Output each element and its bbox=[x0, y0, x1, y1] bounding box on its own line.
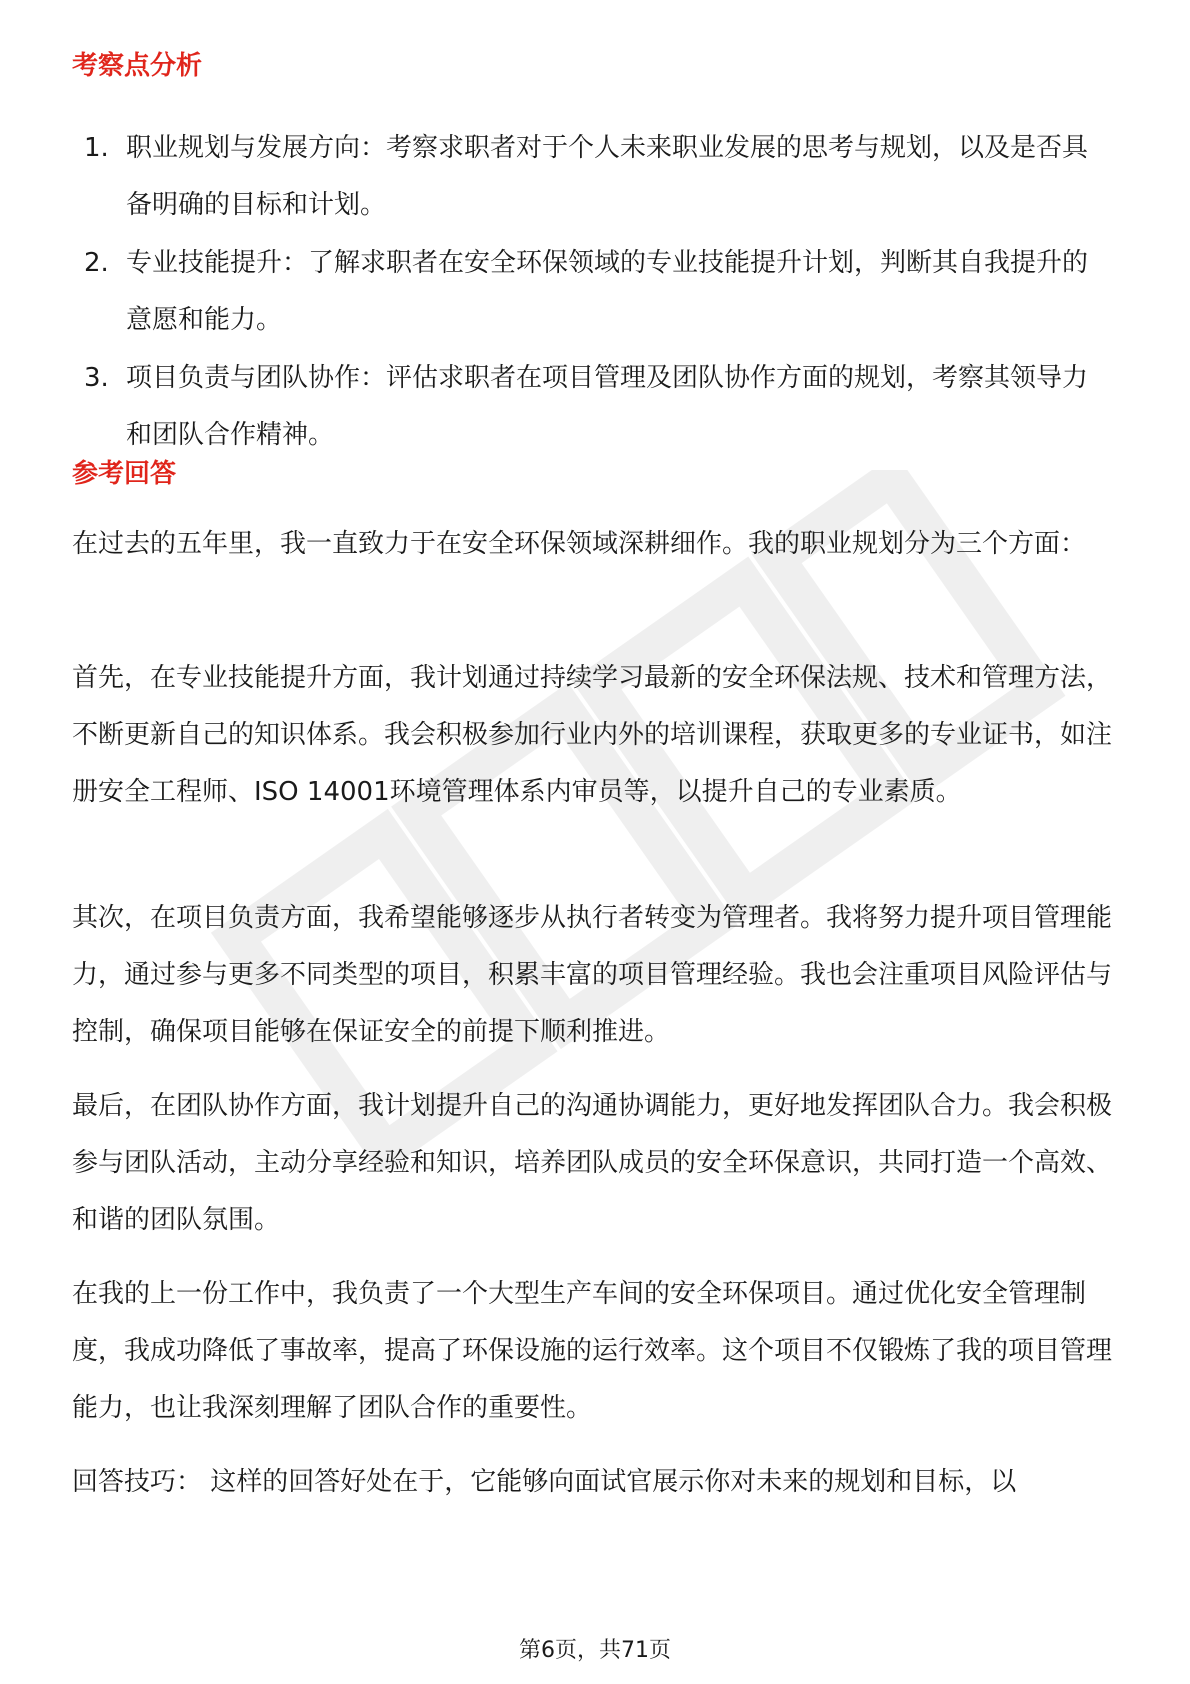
list-number: 1. bbox=[84, 133, 109, 163]
answer-skills-paragraph: 首先，在专业技能提升方面，我计划通过持续学习最新的安全环保法规、技术和管理方法，不断更新自己的知识体系。我会积极参加行业内外的培训课程，获取更多的专业证书，如注册安全工程师、ISO 14001环境管理体系内审员等，以提升自己的专业素质。 bbox=[72, 663, 1113, 807]
list-text: 专业技能提升：了解求职者在安全环保领域的专业技能提升计划，判断其自我提升的意愿和能力。 bbox=[126, 248, 1089, 335]
answer-intro-paragraph: 在过去的五年里，我一直致力于在安全环保领域深耕细作。我的职业规划分为三个方面： bbox=[72, 529, 1087, 559]
list-number: 2. bbox=[84, 248, 109, 278]
answer-project-paragraph: 其次，在项目负责方面，我希望能够逐步从执行者转变为管理者。我将努力提升项目管理能力，通过参与更多不同类型的项目，积累丰富的项目管理经验。我也会注重项目风险评估与控制，确保项目能够在保证安全的前提下顺利推进。 bbox=[72, 903, 1113, 1047]
reference-heading: 参考回答 bbox=[72, 459, 177, 489]
answer-tip-paragraph: 回答技巧： 这样的回答好处在于，它能够向面试官展示你对未来的规划和目标，以 bbox=[72, 1467, 1017, 1497]
analysis-heading: 考察点分析 bbox=[72, 51, 203, 81]
list-number: 3. bbox=[84, 363, 109, 393]
list-text: 项目负责与团队协作：评估求职者在项目管理及团队协作方面的规划，考察其领导力和团队合作精神。 bbox=[126, 363, 1089, 450]
list-item bbox=[72, 235, 1112, 349]
page-number: 第6页，共71页 bbox=[519, 1638, 671, 1663]
analysis-list bbox=[72, 120, 1112, 465]
list-text: 职业规划与发展方向：考察求职者对于个人未来职业发展的思考与规划，以及是否具备明确的目标和计划。 bbox=[126, 133, 1089, 220]
list-item bbox=[72, 120, 1112, 234]
answer-team-paragraph: 最后，在团队协作方面，我计划提升自己的沟通协调能力，更好地发挥团队合力。我会积极参与团队活动，主动分享经验和知识，培养团队成员的安全环保意识，共同打造一个高效、和谐的团队氛围。 bbox=[72, 1091, 1113, 1235]
list-item bbox=[72, 350, 1112, 464]
answer-experience-paragraph: 在我的上一份工作中，我负责了一个大型生产车间的安全环保项目。通过优化安全管理制度，我成功降低了事故率，提高了环保设施的运行效率。这个项目不仅锻炼了我的项目管理能力，也让我深刻理解了团队合作的重要性。 bbox=[72, 1279, 1113, 1423]
